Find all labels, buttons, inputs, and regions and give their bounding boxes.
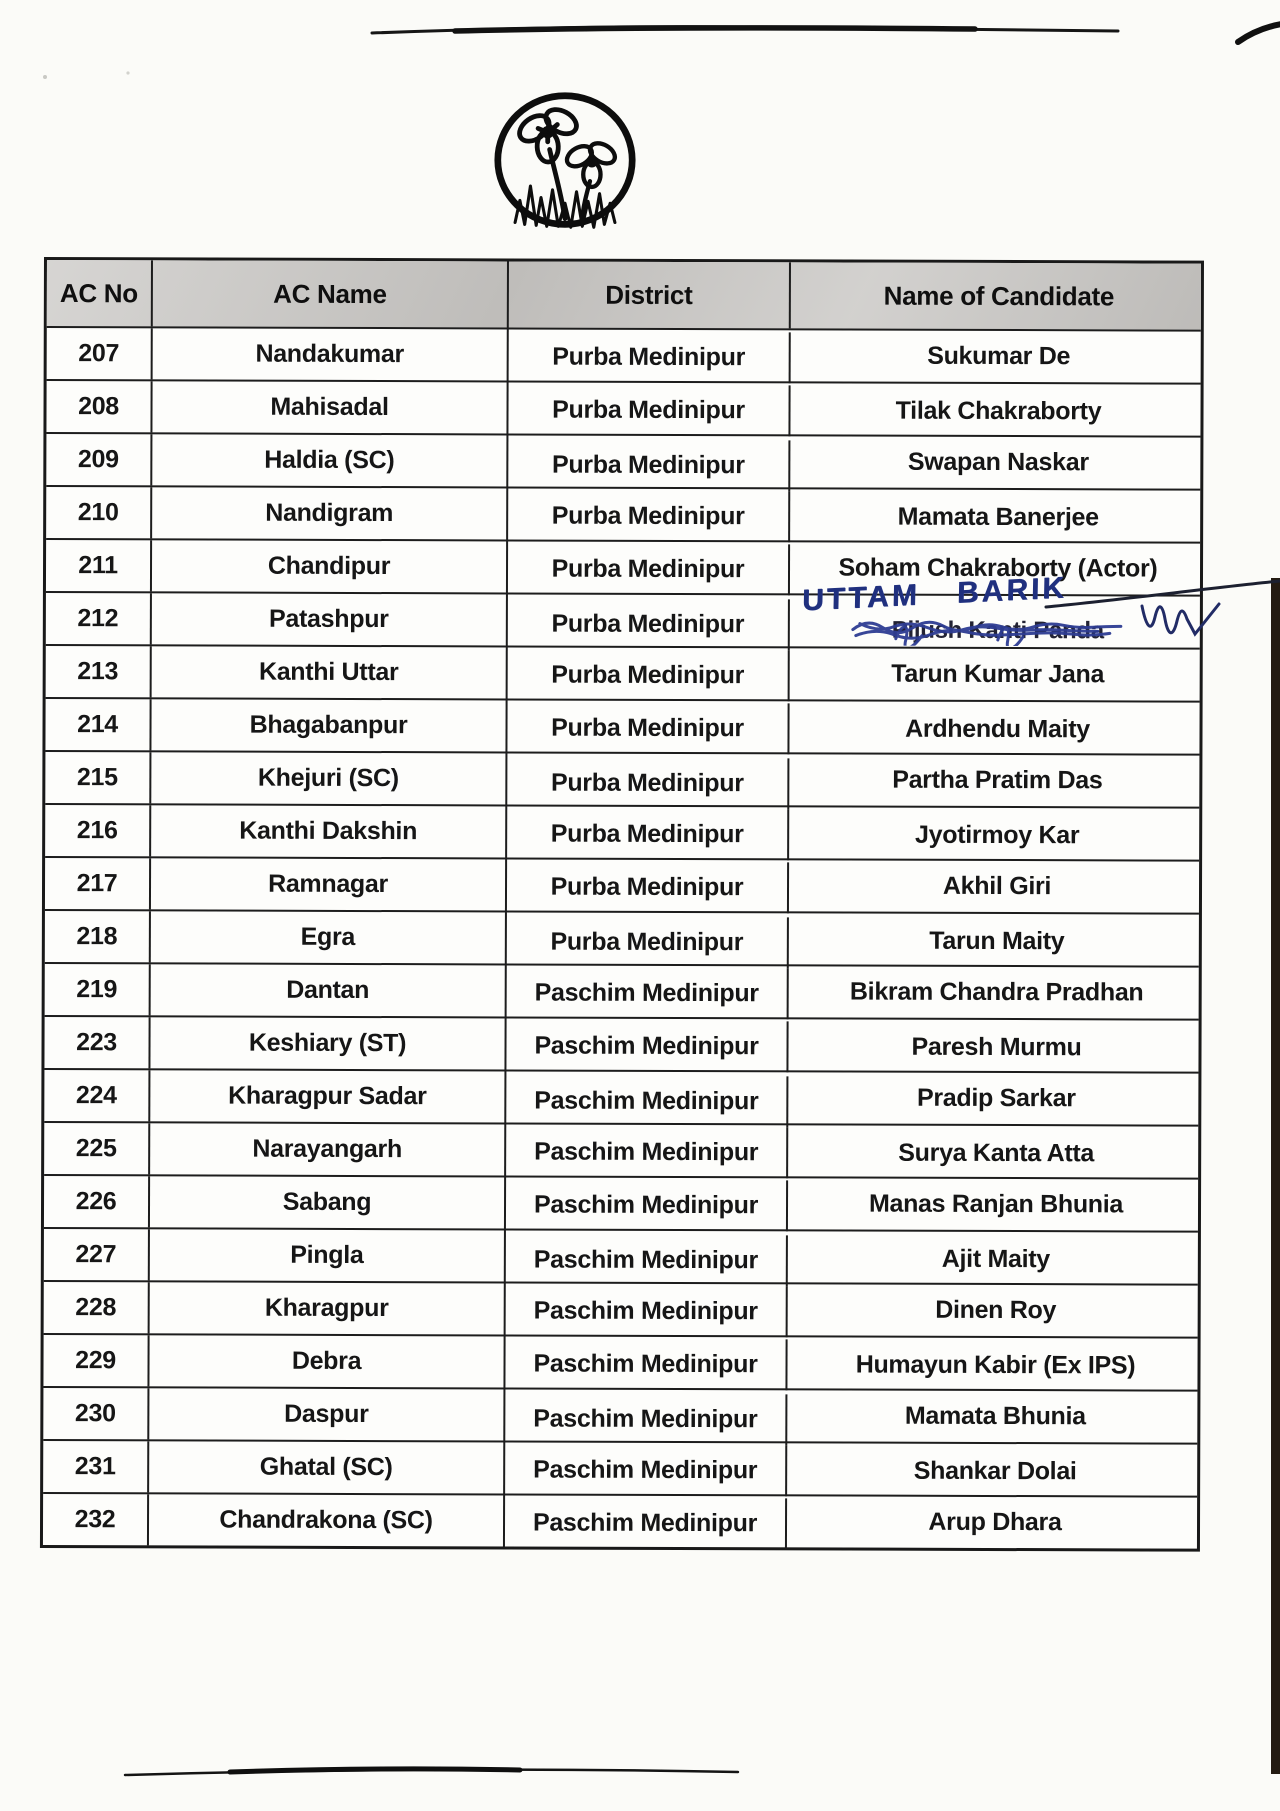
header-ac-name: AC Name [153, 260, 509, 327]
table-row [45, 856, 1199, 913]
candidate-cell [787, 1339, 1203, 1391]
table-row [45, 962, 1199, 1019]
candidate-cell [788, 1178, 1204, 1230]
candidate-table [40, 257, 1204, 1552]
top-scan-streak [372, 27, 1118, 33]
ac-no-cell: 209 [46, 434, 152, 485]
ac-no-cell: 219 [45, 964, 151, 1015]
ac-name-cell: Dantan [151, 964, 507, 1016]
candidate-name: Pradip Sarkar [916, 1083, 1076, 1113]
district-cell: Purba Medinipur [507, 702, 789, 754]
district-cell: Paschim Medinipur [506, 1020, 788, 1072]
district-cell: Paschim Medinipur [506, 1234, 788, 1286]
table-row [43, 1333, 1197, 1390]
ac-no-cell: 225 [44, 1123, 150, 1174]
district-cell: Paschim Medinipur [506, 1075, 788, 1127]
candidate-name: Ardhendu Maity [905, 714, 1090, 744]
ac-name-cell: Egra [151, 911, 507, 963]
ac-no-cell: 212 [46, 593, 152, 644]
ac-name-cell: Kanthi Dakshin [151, 805, 507, 857]
ac-name-cell: Patashpur [152, 593, 508, 645]
ac-name-cell: Kharagpur [150, 1282, 506, 1334]
ac-name-cell: Ghatal (SC) [149, 1441, 505, 1493]
district-cell: Purba Medinipur [509, 331, 791, 383]
ac-no-cell: 210 [46, 487, 152, 538]
candidate-name: Tarun Kumar Jana [891, 659, 1105, 689]
candidate-name: Tilak Chakraborty [895, 396, 1102, 426]
candidate-name: Surya Kanta Atta [898, 1138, 1095, 1168]
district-cell: Purba Medinipur [508, 439, 790, 491]
district-cell: Purba Medinipur [508, 543, 790, 595]
candidate-name: Pijush Kanti Panda [891, 616, 1104, 644]
party-flower-emblem-logo [487, 90, 643, 234]
ac-name-cell: Daspur [149, 1388, 505, 1440]
header-district: District [509, 261, 791, 328]
candidate-cell [789, 915, 1205, 967]
district-cell: Purba Medinipur [508, 598, 790, 650]
pen-scribble-strikethrough [848, 612, 1148, 647]
ac-name-cell: Nandigram [152, 487, 508, 539]
district-cell: Paschim Medinipur [505, 1444, 787, 1496]
table-row [46, 432, 1200, 489]
ac-no-cell: 215 [45, 752, 151, 803]
ac-no-cell: 214 [45, 699, 151, 750]
district-cell: Purba Medinipur [507, 916, 789, 968]
ac-no-cell: 216 [45, 805, 151, 856]
table-row [46, 379, 1200, 436]
candidate-name: Jyotirmoy Kar [915, 820, 1080, 850]
ac-name-cell: Ramnagar [151, 858, 507, 910]
pen-long-stroke [1040, 574, 1280, 614]
candidate-cell [788, 1233, 1204, 1285]
table-row [44, 1068, 1198, 1125]
ac-no-cell: 228 [44, 1282, 150, 1333]
table-row [45, 803, 1199, 860]
ac-name-cell: Keshiary (ST) [150, 1017, 506, 1069]
ac-name-cell: Chandipur [152, 540, 508, 592]
ac-name-cell: Kharagpur Sadar [150, 1070, 506, 1122]
ac-name-cell: Kanthi Uttar [152, 646, 508, 698]
table-row [45, 909, 1199, 966]
ac-name-cell: Sabang [150, 1176, 506, 1228]
table-row [43, 1386, 1197, 1443]
table-row [44, 1174, 1198, 1231]
ac-name-cell: Bhagabanpur [151, 699, 507, 751]
candidate-name: Swapan Naskar [907, 447, 1089, 477]
candidate-cell [787, 1390, 1203, 1442]
candidate-name: Mamata Banerjee [897, 502, 1099, 532]
candidate-name: Shankar Dolai [913, 1456, 1077, 1486]
candidate-cell [788, 1127, 1204, 1179]
table-body [43, 326, 1201, 1549]
candidate-name: Manas Ranjan Bhunia [868, 1189, 1124, 1219]
header-ac-no: AC No [47, 260, 153, 326]
table-row [45, 697, 1199, 754]
table-row [43, 1439, 1197, 1496]
ac-no-cell: 213 [46, 646, 152, 697]
candidate-cell [789, 860, 1205, 912]
bottom-scan-streak [125, 1770, 738, 1775]
ac-no-cell: 223 [44, 1017, 150, 1068]
ac-no-cell: 227 [44, 1229, 150, 1280]
candidate-cell [788, 1284, 1204, 1336]
candidate-name: Sukumar De [927, 341, 1071, 371]
ac-name-cell: Khejuri (SC) [151, 752, 507, 804]
ac-no-cell: 217 [45, 858, 151, 909]
district-cell: Purba Medinipur [507, 861, 789, 913]
district-cell: Paschim Medinipur [505, 1497, 787, 1549]
district-cell: Paschim Medinipur [507, 967, 789, 1019]
candidate-name: Humayun Kabir (Ex IPS) [855, 1350, 1136, 1380]
candidate-name: Dinen Roy [935, 1295, 1057, 1325]
ac-name-cell: Debra [149, 1335, 505, 1387]
table-row [44, 1121, 1198, 1178]
table-row [44, 1015, 1198, 1072]
district-cell: Paschim Medinipur [506, 1126, 788, 1178]
ac-no-cell: 207 [47, 328, 153, 379]
candidate-name: Arup Dhara [928, 1507, 1062, 1537]
candidate-name: Ajit Maity [941, 1244, 1050, 1274]
candidate-cell [789, 754, 1205, 806]
top-right-corner-mark [1238, 24, 1280, 42]
right-edge-scan-bar [1271, 578, 1280, 1774]
candidate-name: Soham Chakraborty (Actor) [838, 553, 1158, 583]
candidate-cell [791, 330, 1207, 382]
table-row [46, 571, 1200, 648]
district-cell: Paschim Medinipur [505, 1338, 787, 1390]
candidate-cell [790, 491, 1206, 543]
ac-no-cell: 231 [43, 1441, 149, 1492]
candidate-cell [789, 703, 1205, 755]
table-row [44, 1227, 1198, 1284]
table-header-row [47, 260, 1201, 330]
candidate-cell [788, 1072, 1204, 1124]
ac-no-cell: 232 [43, 1494, 149, 1545]
district-cell: Purba Medinipur [507, 757, 789, 809]
table-row [46, 644, 1200, 701]
candidate-name: Partha Pratim Das [892, 765, 1103, 795]
ac-name-cell: Pingla [150, 1229, 506, 1281]
candidate-name: Bikram Chandra Pradhan [849, 977, 1144, 1007]
ac-no-cell: 230 [43, 1388, 149, 1439]
candidate-name: Mamata Bhunia [904, 1401, 1086, 1431]
candidate-name: Paresh Murmu [911, 1032, 1082, 1062]
ac-no-cell: 208 [46, 381, 152, 432]
district-cell: Paschim Medinipur [505, 1393, 787, 1445]
ac-name-cell: Mahisadal [152, 381, 508, 433]
district-cell: Purba Medinipur [508, 649, 790, 701]
ac-name-cell: Nandakumar [153, 328, 509, 380]
ac-no-cell: 224 [44, 1070, 150, 1121]
candidate-cell [788, 1021, 1204, 1073]
district-cell: Purba Medinipur [508, 490, 790, 542]
handwritten-candidate-name: UTTAM BARIK [801, 571, 1068, 618]
ac-name-cell: Chandrakona (SC) [149, 1494, 505, 1546]
ac-name-cell: Narayangarh [150, 1123, 506, 1175]
candidate-cell [790, 648, 1206, 700]
ac-no-cell: 229 [43, 1335, 149, 1386]
district-cell: Purba Medinipur [508, 384, 790, 436]
candidate-name: Akhil Giri [942, 871, 1052, 901]
ac-no-cell: 226 [44, 1176, 150, 1227]
candidate-cell [787, 1445, 1203, 1497]
table-row [43, 1492, 1197, 1549]
candidate-cell [789, 809, 1205, 861]
candidate-cell [787, 1496, 1203, 1548]
district-cell: Paschim Medinipur [506, 1285, 788, 1337]
ac-name-cell: Haldia (SC) [152, 434, 508, 486]
candidate-cell [790, 436, 1206, 488]
candidate-name: Tarun Maity [929, 926, 1065, 956]
candidate-cell [789, 966, 1205, 1018]
district-cell: Paschim Medinipur [506, 1179, 788, 1231]
table-row [46, 485, 1200, 542]
table-row [45, 750, 1199, 807]
ac-no-cell: 211 [46, 540, 152, 591]
district-cell: Purba Medinipur [507, 808, 789, 860]
ac-no-cell: 218 [45, 911, 151, 962]
table-row [47, 326, 1201, 383]
candidate-cell [790, 385, 1206, 437]
header-candidate: Name of Candidate [883, 280, 1115, 311]
table-row [44, 1280, 1198, 1337]
